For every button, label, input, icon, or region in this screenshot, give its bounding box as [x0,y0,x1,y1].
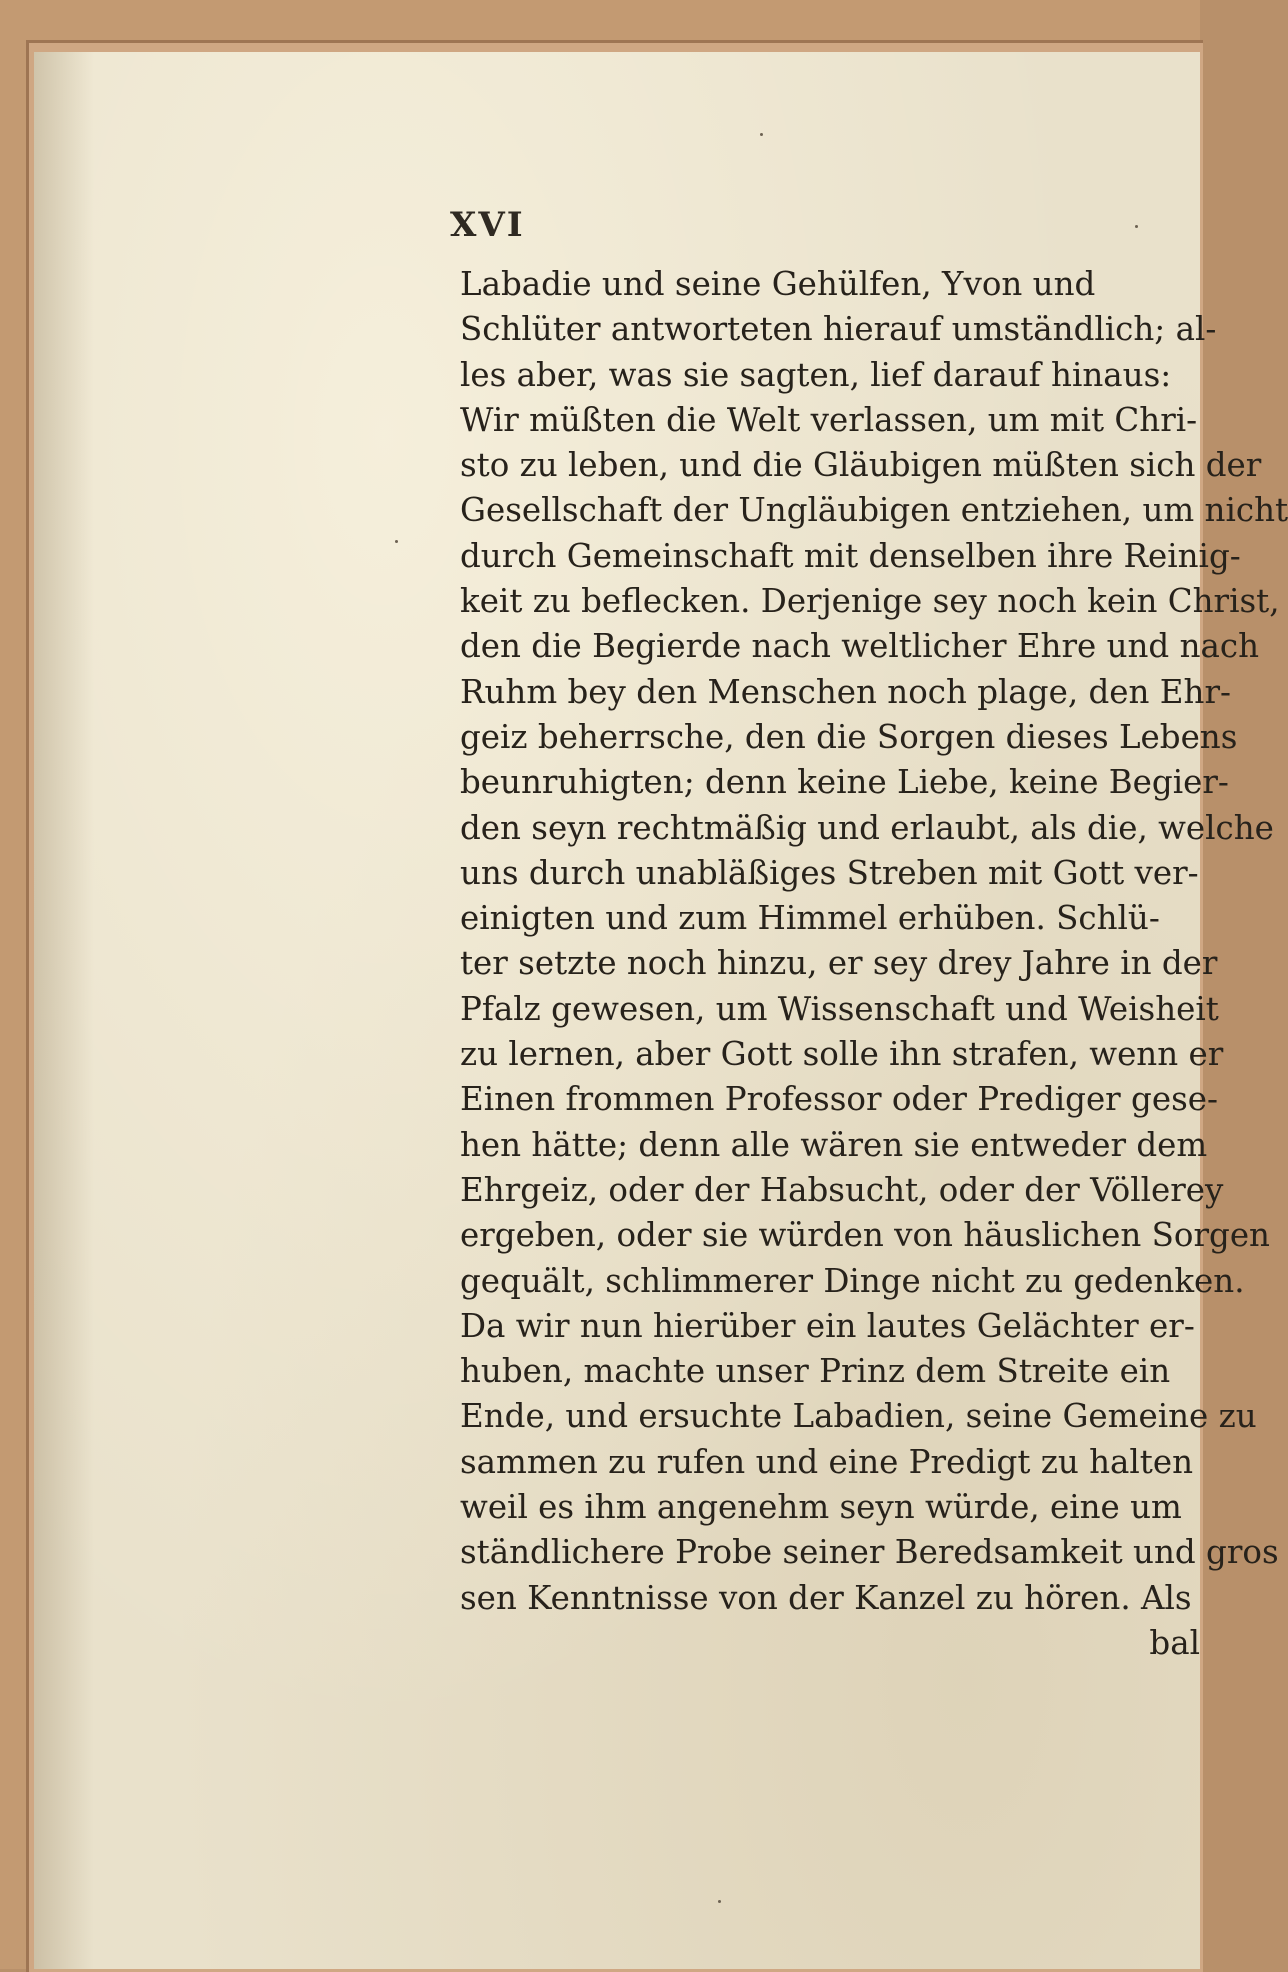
text-line: Wir müßten die Welt verlassen, um mit Chri- [460,400,1198,439]
text-line: gequält, schlimmerer Dinge nicht zu gedenken. [460,1261,1245,1300]
text-line: sen Kenntnisse von der Kanzel zu hören. Als [460,1578,1192,1617]
text-line: Ende, und ersuchte Labadien, seine Gemeine zu [460,1397,1257,1436]
paper-speck [1135,225,1138,228]
text-line: les aber, was sie sagten, lief darauf hinaus: [460,355,1172,394]
text-line: Schlüter antworteten hierauf umständlich; al- [460,310,1217,349]
text-line: Pfalz gewesen, um Wissenschaft und Weisheit [460,989,1219,1028]
text-line: weil es ihm angenehm seyn würde, eine um [460,1488,1182,1527]
paper-speck [395,540,398,543]
text-line: uns durch unabläßiges Streben mit Gott ver- [460,853,1199,892]
text-line: ter setzte noch hinzu, er sey drey Jahre in der [460,944,1218,983]
text-line: sto zu leben, und die Gläubigen müßten sich der [460,446,1262,485]
text-line: hen hätte; denn alle wären sie entweder dem [460,1125,1208,1164]
paper-speck [760,133,763,136]
text-line: Da wir nun hierüber ein lautes Gelächter er- [460,1306,1195,1345]
text-line: Einen frommen Professor oder Prediger gese- [460,1080,1218,1119]
paper-speck [718,1900,721,1903]
text-line: einigten und zum Himmel erhüben. Schlü- [460,899,1160,938]
text-line: huben, machte unser Prinz dem Streite ein [460,1352,1171,1391]
text-line: keit zu beflecken. Derjenige sey noch kein Christ, [460,582,1280,621]
catchword: bal [1149,1623,1200,1662]
text-line: durch Gemeinschaft mit denselben ihre Reinig- [460,536,1241,575]
page-number: XVI [450,205,525,245]
text-line: geiz beherrsche, den die Sorgen dieses Lebens [460,717,1238,756]
text-line: Gesellschaft der Ungläubigen entziehen, um nicht [460,491,1288,530]
text-line: Ehrgeiz, oder der Habsucht, oder der Völlerey [460,1170,1224,1209]
text-line: sammen zu rufen und eine Predigt zu halten [460,1442,1194,1481]
text-line: ständlichere Probe seiner Beredsamkeit und gros [460,1533,1279,1572]
text-line: beunruhigten; denn keine Liebe, keine Begier- [460,763,1229,802]
text-line: Labadie und seine Gehülfen, Yvon und [460,265,1096,303]
text-line: ergeben, oder sie würden von häuslichen Sorgen [460,1216,1270,1255]
text-line: zu lernen, aber Gott solle ihn strafen, wenn er [460,1035,1224,1074]
text-line: den seyn rechtmäßig und erlaubt, als die, welche [460,808,1274,847]
text-line: Ruhm bey den Menschen noch plage, den Ehr- [460,672,1231,711]
body-text [460,262,1288,1662]
gutter-shadow [34,52,94,1969]
text-line: den die Begierde nach weltlicher Ehre und nach [460,627,1260,666]
